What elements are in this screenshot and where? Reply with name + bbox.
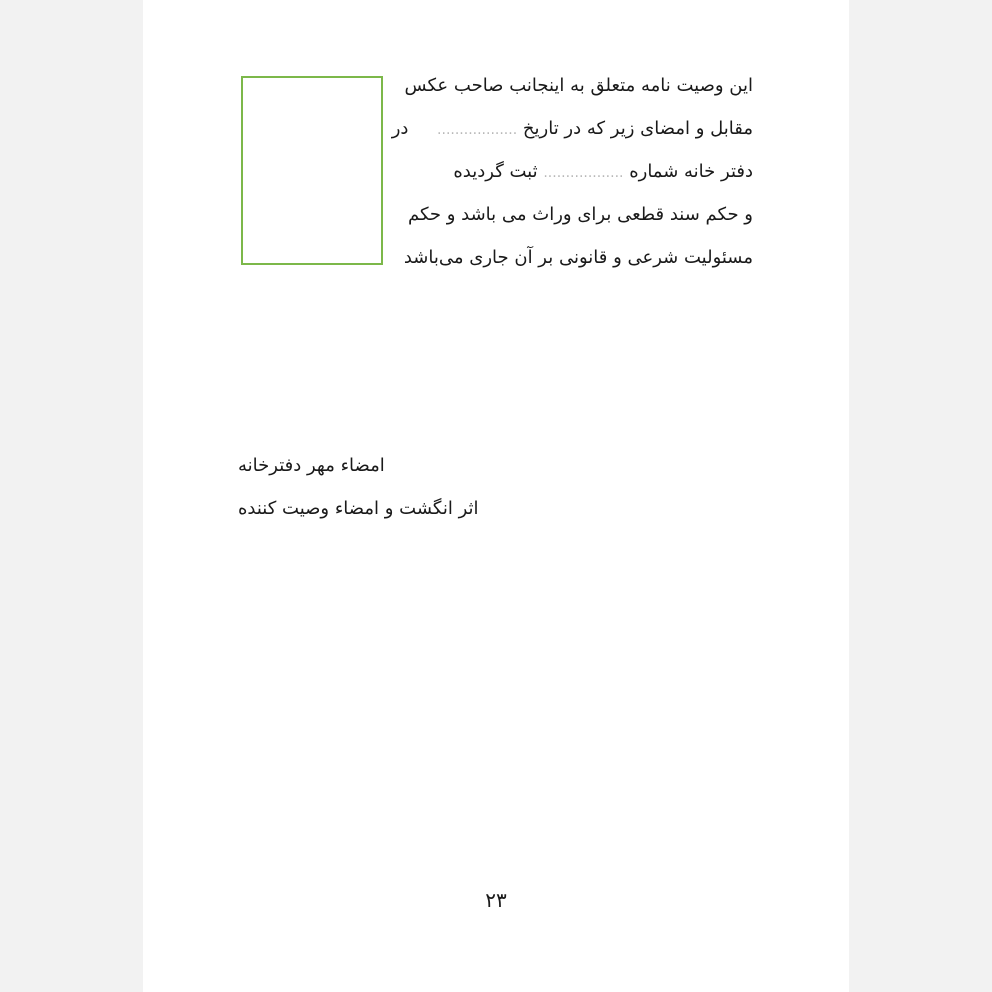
in-label: در xyxy=(391,118,409,139)
will-paragraph xyxy=(393,64,753,279)
page-number: ۲۳ xyxy=(485,888,507,912)
notary-signature-label: امضاء مهر دفترخانه xyxy=(238,455,385,476)
notary-number-label: دفتر خانه شماره xyxy=(629,161,753,182)
registered-label: ثبت گردیده xyxy=(453,161,538,182)
paragraph-line-2 xyxy=(393,107,753,150)
paragraph-line-4: و حکم سند قطعی برای وراث می باشد و حکم xyxy=(407,204,753,225)
signature-block xyxy=(238,444,498,530)
date-blank: .................. xyxy=(437,122,518,138)
testator-signature-label: اثر انگشت و امضاء وصیت کننده xyxy=(238,498,479,519)
notary-number-blank: .................. xyxy=(543,165,624,181)
document-page xyxy=(143,0,849,992)
photo-placeholder-box xyxy=(241,76,383,265)
paragraph-line-3 xyxy=(393,150,753,193)
paragraph-line-5: مسئولیت شرعی و قانونی بر آن جاری می‌باشد xyxy=(403,247,753,268)
date-label: مقابل و امضای زیر که در تاریخ xyxy=(522,118,753,139)
paragraph-line-1: این وصیت نامه متعلق به اینجانب صاحب عکس xyxy=(404,75,753,96)
